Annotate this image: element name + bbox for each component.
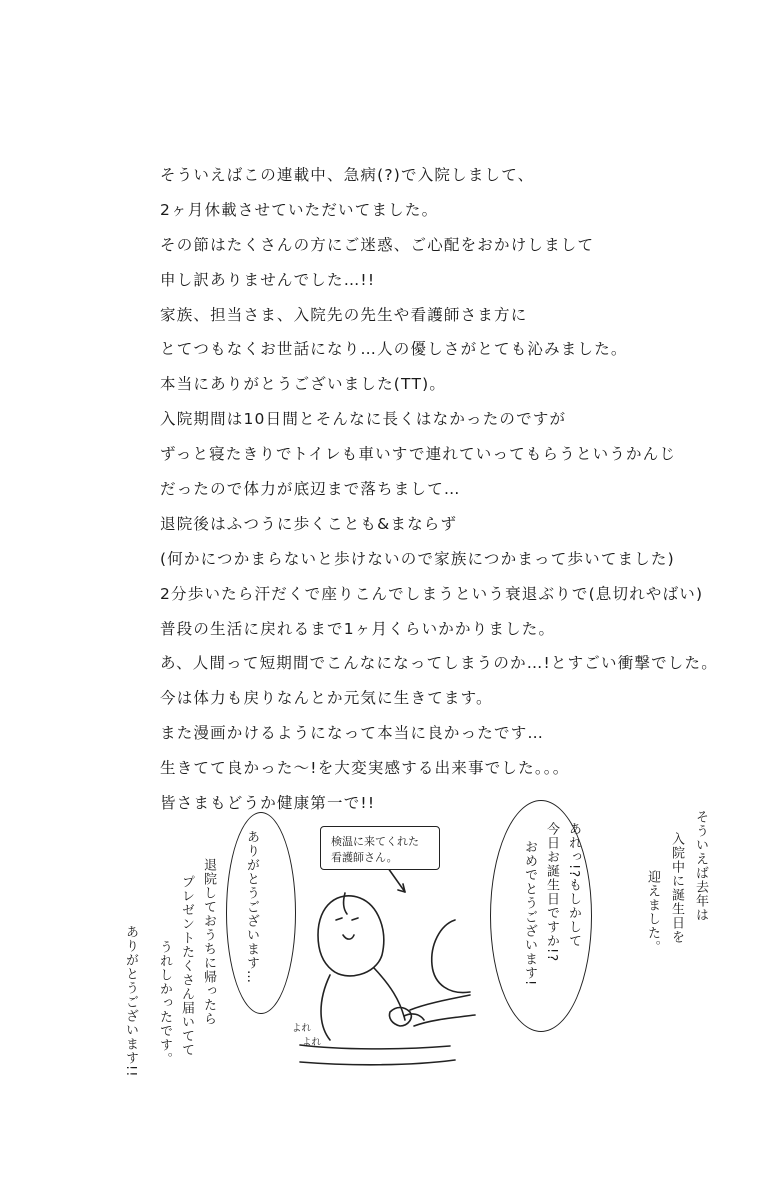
essay-line: 2ヶ月休載させていただいてました。 [160,200,439,219]
birthday-note-line: 迎えました。 [645,870,660,954]
nurse-caption-line: 検温に来てくれた [331,835,419,848]
essay-line: 本当にありがとうございました(TT)。 [160,375,447,394]
essay-line: 申し訳ありませんでした…!! [160,270,376,289]
present-note-line: 退院しておうちに帰ったら [201,858,216,1026]
essay-line: 2分歩いたら汗だくで座りこんでしまうという衰退ぶりで(息切れやばい) [160,584,704,603]
nurse-caption-box [320,826,440,870]
tag-pointer-line [388,868,405,892]
present-note-line: うれしかったです。 [157,940,172,1066]
patient-head [318,896,384,976]
nurse-caption-line: 看護師さん。 [331,851,398,864]
nurse-speech-line: あれっ!?もしかして [566,822,581,949]
essay-line: 退院後はふつうに歩くことも&まならず [160,514,458,533]
patient-body [321,975,330,1040]
bed [300,1045,450,1049]
shaky-text: よれ [292,1023,312,1034]
present-note-line: ありがとうございます!! [123,925,138,1078]
essay-line: 皆さまもどうか健康第一で!! [160,794,376,813]
patient-speech-text: ありがとうございます… [244,830,259,984]
patient-hands [389,1008,411,1027]
birthday-note-line: そういえば去年は [693,810,708,922]
essay-line: また漫画かけるようになって本当に良かったです… [160,724,545,743]
nurse-speech-line: 今日お誕生日ですか!? [544,822,559,963]
present-note-line: プレゼントたくさん届いてて [179,875,194,1057]
patient-face-mouth [343,935,354,939]
patient-face-eyes [336,918,358,920]
essay-line: 生きてて良かった〜!を大変実感する出来事でした。。。 [160,759,570,778]
shaky-text: よれ [302,1037,322,1048]
nurse-arm [410,995,470,1010]
essay-line: 家族、担当さま、入院先の先生や看護師さま方に [160,305,528,324]
essay-line: そういえばこの連載中、急病(?)で入院しまして、 [160,166,535,184]
patient-speech-bubble [226,812,296,1014]
essay-line: とてつもなくお世話になり…人の優しさがとても沁みました。 [160,340,628,359]
essay-line: あ、人間って短期間でこんなになってしまうのか…!とすごい衝撃でした。 [160,654,718,673]
nurse-head [432,920,470,993]
essay-line: 今は体力も戻りなんとか元気に生きてます。 [160,689,493,708]
essay-line: だったので体力が底辺まで落ちまして… [160,480,461,499]
nurse-speech-line: おめでとうございます! [522,840,537,987]
essay-line: ずっと寝たきりでトイレも車いすで連れていってもらうというかんじ [160,445,677,464]
essay-line: 普段の生活に戻れるまで1ヶ月くらいかかりました。 [160,619,556,638]
essay-line: (何かにつかまらないと歩けないので家族につかまって歩いてました) [160,549,675,568]
birthday-note-line: 入院中に誕生日を [669,832,684,944]
essay-line: 入院期間は10日間とそんなに長くはなかったのですが [160,410,567,429]
essay-line: その節はたくさんの方にご迷惑、ご心配をおかけしまして [160,235,595,254]
